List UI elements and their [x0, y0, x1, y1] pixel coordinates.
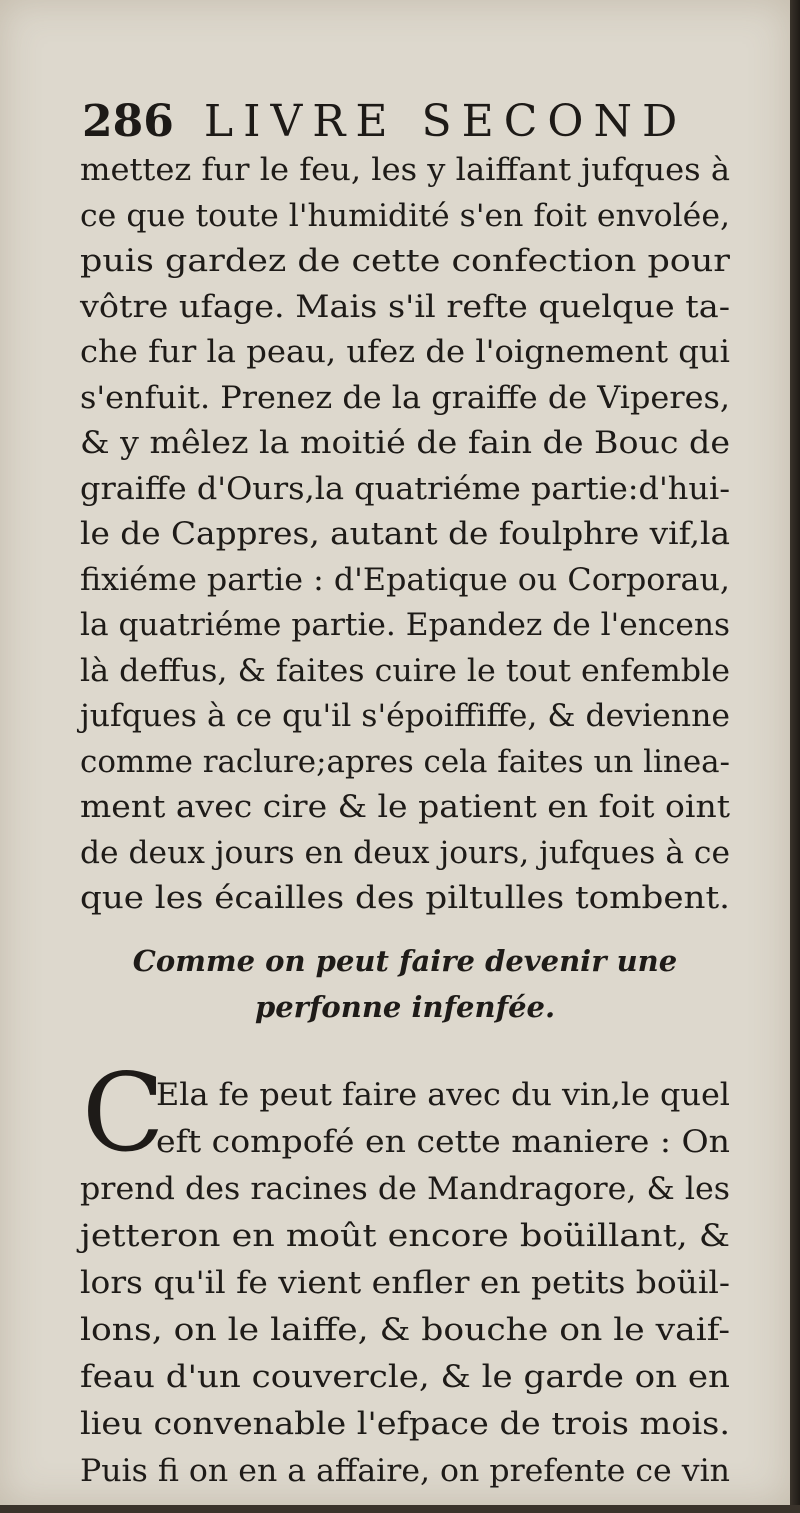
text-line: puis gardez de cette confection pour: [80, 243, 730, 279]
second-paragraph: [80, 1072, 730, 1495]
text-line: vôtre ufage. Mais s'il refte quelque ta-: [80, 288, 731, 325]
page-header: [82, 96, 722, 148]
section-heading-line-2: perfonne infenfée.: [254, 990, 556, 1024]
text-line: là deffus, & faites cuire le tout enfemble: [80, 652, 730, 689]
body-paragraph: [80, 148, 730, 922]
text-line: fixiéme partie : d'Epatique ou Corporau,: [80, 561, 730, 598]
text-line: de deux jours en deux jours, jufques à ce: [80, 834, 730, 871]
text-line: jetteron en moût encore boüillant, &: [80, 1218, 730, 1254]
text-line: ment avec cire & le patient en foit oint: [80, 789, 730, 825]
text-line: le de Cappres, autant de foulphre vif,la: [80, 516, 730, 552]
text-line: mettez fur le feu, les y laiffant jufques à: [80, 152, 730, 188]
text-line: feau d'un couvercle, & le garde on en: [80, 1359, 730, 1395]
text-line: Ela fe peut faire avec du vin,le quel: [156, 1077, 730, 1113]
text-line: lors qu'il fe vient enfler en petits boüil-: [80, 1265, 730, 1301]
text-line: prend des racines de Mandragore, & les: [80, 1171, 730, 1207]
text-line: che fur la peau, ufez de l'oignement qui: [80, 334, 730, 370]
text-line: lieu convenable l'efpace de trois mois.: [80, 1406, 730, 1442]
running-title: LIVRE SECOND: [203, 96, 688, 147]
text-line: s'enfuit. Prenez de la graiffe de Viperes,: [80, 379, 730, 416]
text-line: la quatriéme partie. Epandez de l'encens: [80, 607, 730, 643]
text-line: comme raclure;apres cela faites un linea-: [80, 743, 730, 780]
section-heading-line-1: Comme on peut faire devenir une: [132, 944, 678, 978]
text-line: lons, on le laiffe, & bouche on le vaif-: [80, 1312, 730, 1348]
page-number: 286: [82, 96, 174, 147]
text-line: Puis fi on en a affaire, on prefente ce vin: [80, 1453, 730, 1489]
drop-cap: C: [82, 1051, 165, 1176]
text-line: que les écailles des piltulles tombent.: [80, 880, 730, 916]
page-edge: [790, 0, 800, 1513]
text-line: jufques à ce qu'il s'époiffiffe, & devienne: [80, 698, 730, 734]
page-edge-bottom: [0, 1505, 800, 1513]
text-line: graiffe d'Ours,la quatriéme partie:d'hui-: [80, 470, 730, 507]
text-line: ce que toute l'humidité s'en foit envolée,: [80, 197, 730, 234]
text-line: & y mêlez la moitié de fain de Bouc de: [80, 425, 730, 461]
text-line: eft compofé en cette maniere : On: [156, 1124, 730, 1160]
